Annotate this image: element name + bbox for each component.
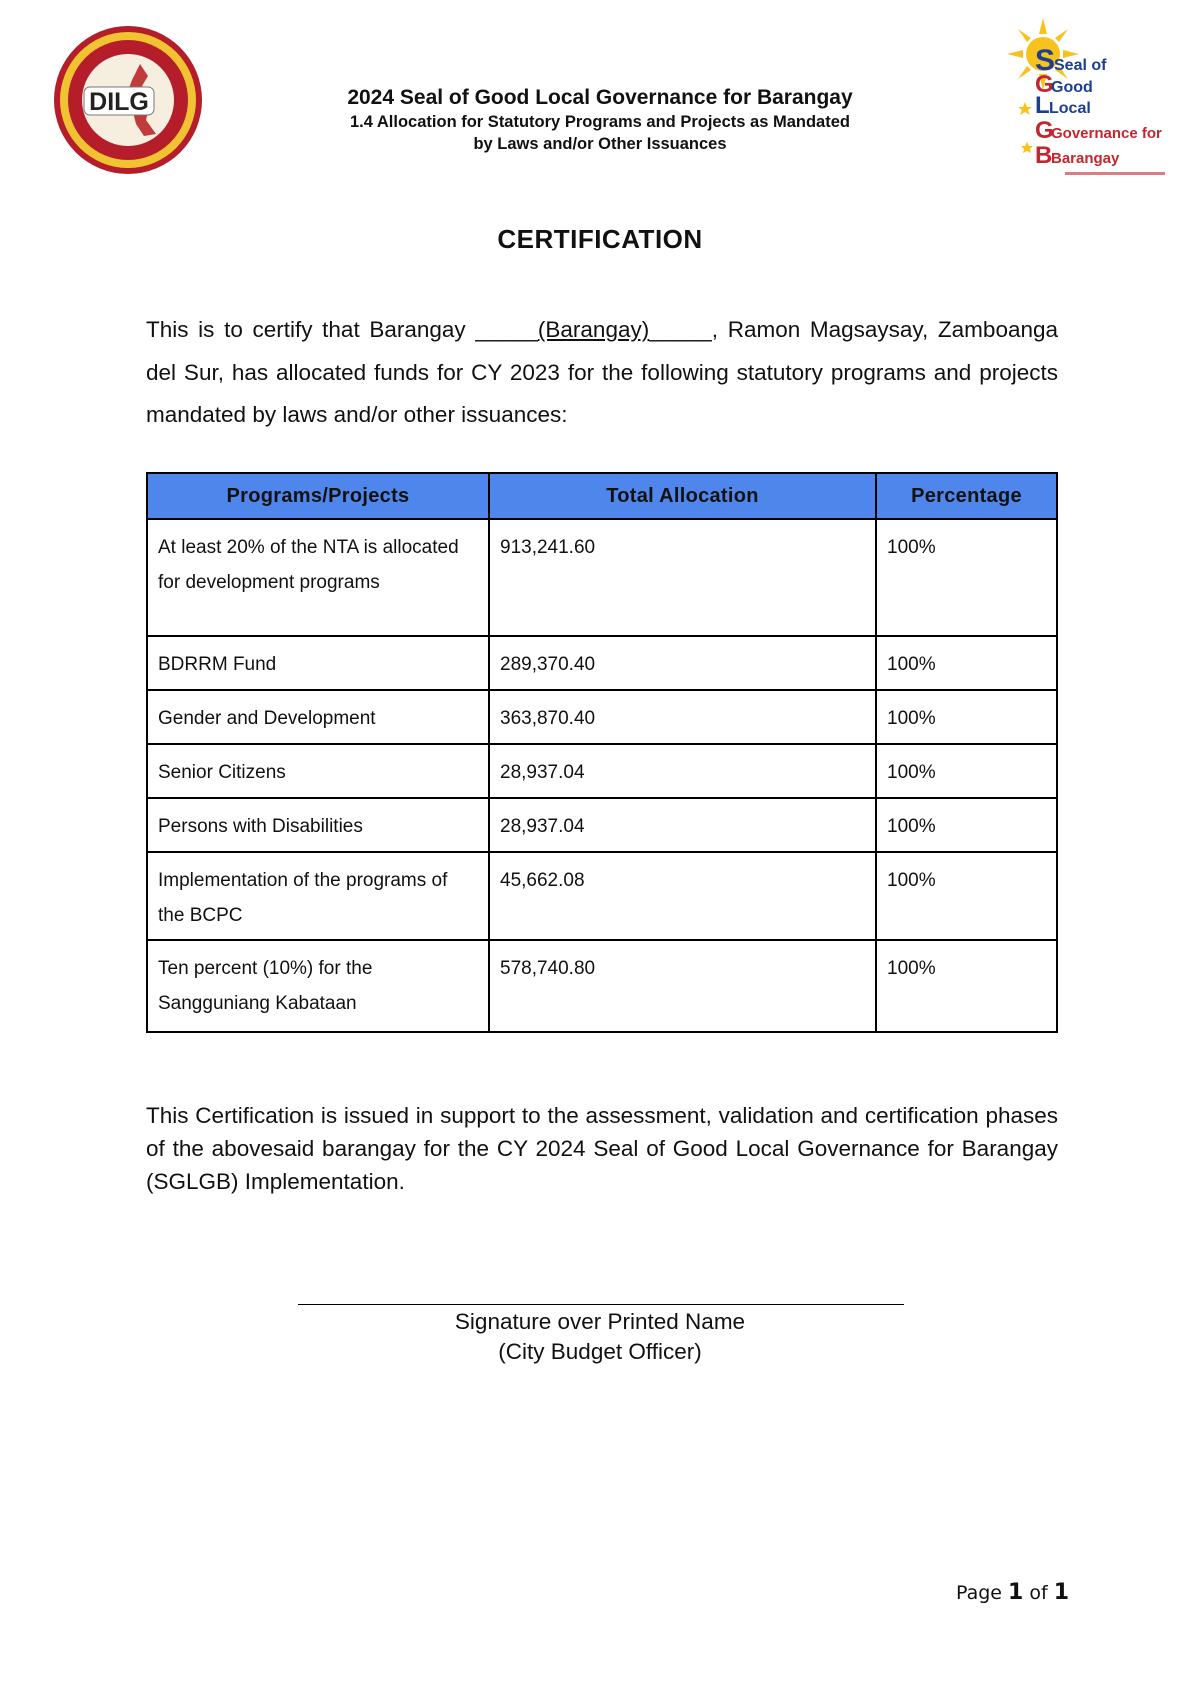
sglgb-line-5: Barangay: [1051, 150, 1120, 167]
allocation-table: [146, 472, 1058, 1033]
closing-paragraph: This Certification is issued in support to the assessment, validation and certification phases of the abovesaid barangay for the CY 2024 Seal of Good Local Governance for Barangay (SGLGB) Implementation.: [146, 1103, 1058, 1194]
barangay-placeholder: (Barangay): [537, 317, 650, 342]
allocation-cell: 363,870.40: [489, 690, 876, 744]
percentage-cell: 100%: [876, 636, 1057, 690]
svg-text:L: L: [1035, 92, 1050, 119]
table-row: [147, 519, 1057, 636]
dilg-logo-text: DILG: [89, 88, 149, 116]
signature-line: [298, 1304, 904, 1305]
svg-text:S: S: [1035, 44, 1056, 77]
percentage-cell: 100%: [876, 798, 1057, 852]
page-prefix: Page: [956, 1582, 1002, 1604]
signature-label: Signature over Printed Name: [454, 1309, 746, 1334]
allocation-cell: 913,241.60: [489, 519, 876, 636]
header-percentage: Percentage: [876, 473, 1057, 519]
header-title: 2024 Seal of Good Local Governance for Barangay: [347, 86, 853, 109]
table-row: [147, 690, 1057, 744]
page-of: of: [1029, 1582, 1048, 1604]
program-cell: Senior Citizens: [147, 744, 489, 798]
percentage-cell: 100%: [876, 744, 1057, 798]
table-row: [147, 744, 1057, 798]
program-cell: Gender and Development: [147, 690, 489, 744]
allocation-cell: 578,740.80: [489, 940, 876, 1032]
signature-role: (City Budget Officer): [498, 1339, 702, 1364]
page-number: [956, 1580, 1069, 1605]
page-total: 1: [1053, 1580, 1070, 1605]
table-row: [147, 636, 1057, 690]
allocation-cell: 289,370.40: [489, 636, 876, 690]
table-row: [147, 798, 1057, 852]
svg-text:B: B: [1035, 142, 1053, 169]
header-subtitle-line-2: by Laws and/or Other Issuances: [473, 135, 727, 153]
program-cell: Ten percent (10%) for the Sangguniang Kabataan: [147, 940, 489, 1032]
sglgb-line-4: Governance for: [1051, 125, 1162, 142]
sglgb-line-1: Seal of: [1054, 57, 1107, 74]
table-row: [147, 940, 1057, 1032]
header-total-allocation: Total Allocation: [489, 473, 876, 519]
svg-text:G: G: [1035, 117, 1054, 144]
program-cell: Implementation of the programs of the BCPC: [147, 852, 489, 940]
allocation-cell: 45,662.08: [489, 852, 876, 940]
percentage-cell: 100%: [876, 852, 1057, 940]
intro-after: _____, Ramon Magsaysay, Zamboanga del Sur, has allocated funds for CY 2023 for the following statutory programs and projects mandated by laws and/or other issuances:: [146, 317, 1059, 427]
header-programs: Programs/Projects: [147, 473, 489, 519]
intro-before: This is to certify that Barangay _____: [146, 317, 538, 342]
program-cell: BDRRM Fund: [147, 636, 489, 690]
percentage-cell: 100%: [876, 690, 1057, 744]
table-row: [147, 852, 1057, 940]
sglgb-line-3: Local: [1049, 100, 1091, 117]
header-subtitle-line-1: 1.4 Allocation for Statutory Programs and Projects as Mandated: [349, 113, 850, 131]
document-title: CERTIFICATION: [497, 224, 703, 254]
page-current: 1: [1008, 1580, 1024, 1605]
intro-paragraph: [146, 309, 1058, 437]
percentage-cell: 100%: [876, 940, 1057, 1032]
program-cell: Persons with Disabilities: [147, 798, 489, 852]
allocation-cell: 28,937.04: [489, 744, 876, 798]
percentage-cell: 100%: [876, 519, 1057, 636]
allocation-cell: 28,937.04: [489, 798, 876, 852]
sglgb-line-2: Good: [1051, 79, 1093, 96]
table-header-row: [147, 473, 1057, 519]
svg-text:G: G: [1035, 71, 1054, 98]
program-cell: At least 20% of the NTA is allocated for development programs: [147, 519, 489, 636]
